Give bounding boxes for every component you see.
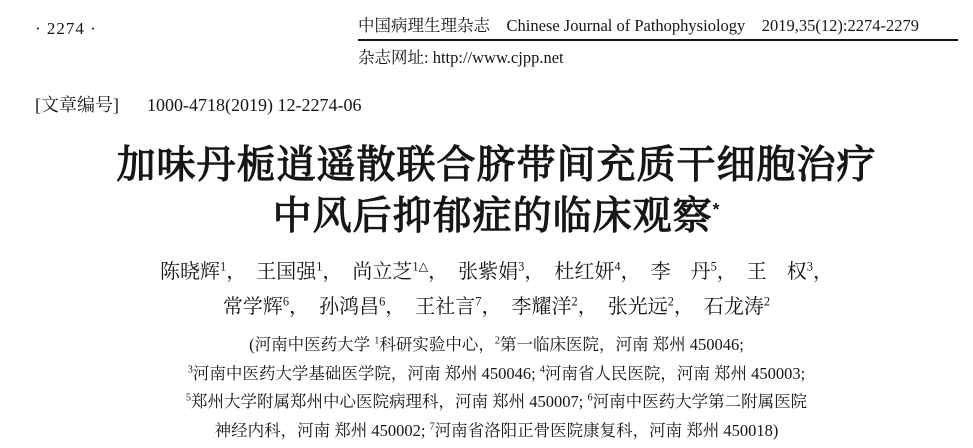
author-superscript: 2 — [763, 294, 771, 309]
article-title — [35, 141, 958, 242]
author-superscript: 5 — [710, 259, 717, 274]
author-name: 张光远$^2$， — [607, 294, 694, 319]
journal-title-line: 中国病理生理杂志 Chinese Journal of Pathophysiology 2019,35(12):2274-2279 — [358, 12, 958, 41]
author-superscript: 6 — [282, 294, 290, 309]
author-name: 杜红妍$^4$， — [554, 259, 641, 284]
affiliation-superscript: 1 — [374, 335, 380, 347]
article-id-label: [文章编号] — [35, 95, 119, 115]
author-superscript: 3 — [518, 259, 525, 274]
author-line-1 — [35, 255, 958, 290]
article-id-value: 1000-4718(2019) 12-2274-06 — [147, 95, 362, 115]
affiliation-superscript: 4 — [539, 364, 545, 376]
author-name: 张紫娟$^3$， — [458, 259, 545, 284]
author-name: 尚立芝$^{1\triangle}$， — [352, 259, 449, 284]
affiliations-block — [35, 331, 958, 445]
title-line-2 — [35, 192, 958, 243]
author-name: 石龙涛$^2$ — [703, 294, 771, 319]
author-superscript: 3 — [806, 259, 813, 274]
title-footnote-asterisk: * — [712, 198, 721, 219]
author-name: 王社言$^7$， — [415, 294, 502, 319]
author-superscript: 2 — [667, 294, 674, 309]
author-name: 王 权$^3$， — [746, 259, 833, 284]
author-superscript: 4 — [614, 259, 621, 274]
author-name: 王国强$^1$， — [256, 259, 343, 284]
author-list — [35, 255, 958, 325]
affiliation-line: 神经内科，河南 郑州 450002; $^7$河南省洛阳正骨医院康复科，河南 郑州 450018) — [214, 420, 779, 440]
affiliation-line: $^3$河南中医药大学基础医学院，河南 郑州 450046; $^4$河南省人民医院，河南 郑州 450003; — [187, 363, 806, 383]
journal-header — [358, 12, 958, 68]
title-line-2-text: 中风后抑郁症的临床观察 — [272, 194, 713, 238]
author-name: 李耀洋$^2$， — [511, 294, 598, 319]
author-superscript: 7 — [475, 294, 482, 309]
affiliation-superscript: 3 — [187, 364, 193, 376]
author-superscript: 6 — [379, 294, 386, 309]
author-line-2 — [35, 290, 958, 325]
author-name: 李 丹$^5$， — [650, 259, 737, 284]
journal-website: 杂志网址: http://www.cjpp.net — [358, 48, 564, 67]
title-line-1: 加味丹栀逍遥散联合脐带间充质干细胞治疗 — [116, 144, 877, 187]
affiliation-superscript: 5 — [185, 392, 192, 404]
author-superscript: 2 — [571, 294, 578, 309]
author-name: 陈晓辉$^1$， — [160, 259, 247, 284]
author-name: 常学辉$^6$， — [222, 294, 310, 319]
article-id-line — [35, 91, 958, 117]
affiliation-superscript: 2 — [494, 335, 500, 347]
page-number: · 2274 · — [35, 19, 97, 38]
author-name: 孙鸿昌$^6$， — [319, 294, 406, 319]
affiliation-line: (河南中医药大学 $^1$科研实验中心，$^2$第一临床医院，河南 郑州 450046; — [249, 335, 744, 355]
affiliation-line: $^5$郑州大学附属郑州中心医院病理科，河南 郑州 450007; $^6$河南中医药大学第二附属医院 — [185, 392, 808, 412]
author-superscript: 1 — [220, 259, 227, 274]
affiliation-superscript: 7 — [429, 421, 435, 432]
affiliation-superscript: 6 — [587, 392, 593, 404]
author-superscript: 1△ — [412, 259, 429, 274]
page-header — [35, 12, 958, 68]
author-superscript: 1 — [316, 259, 323, 274]
